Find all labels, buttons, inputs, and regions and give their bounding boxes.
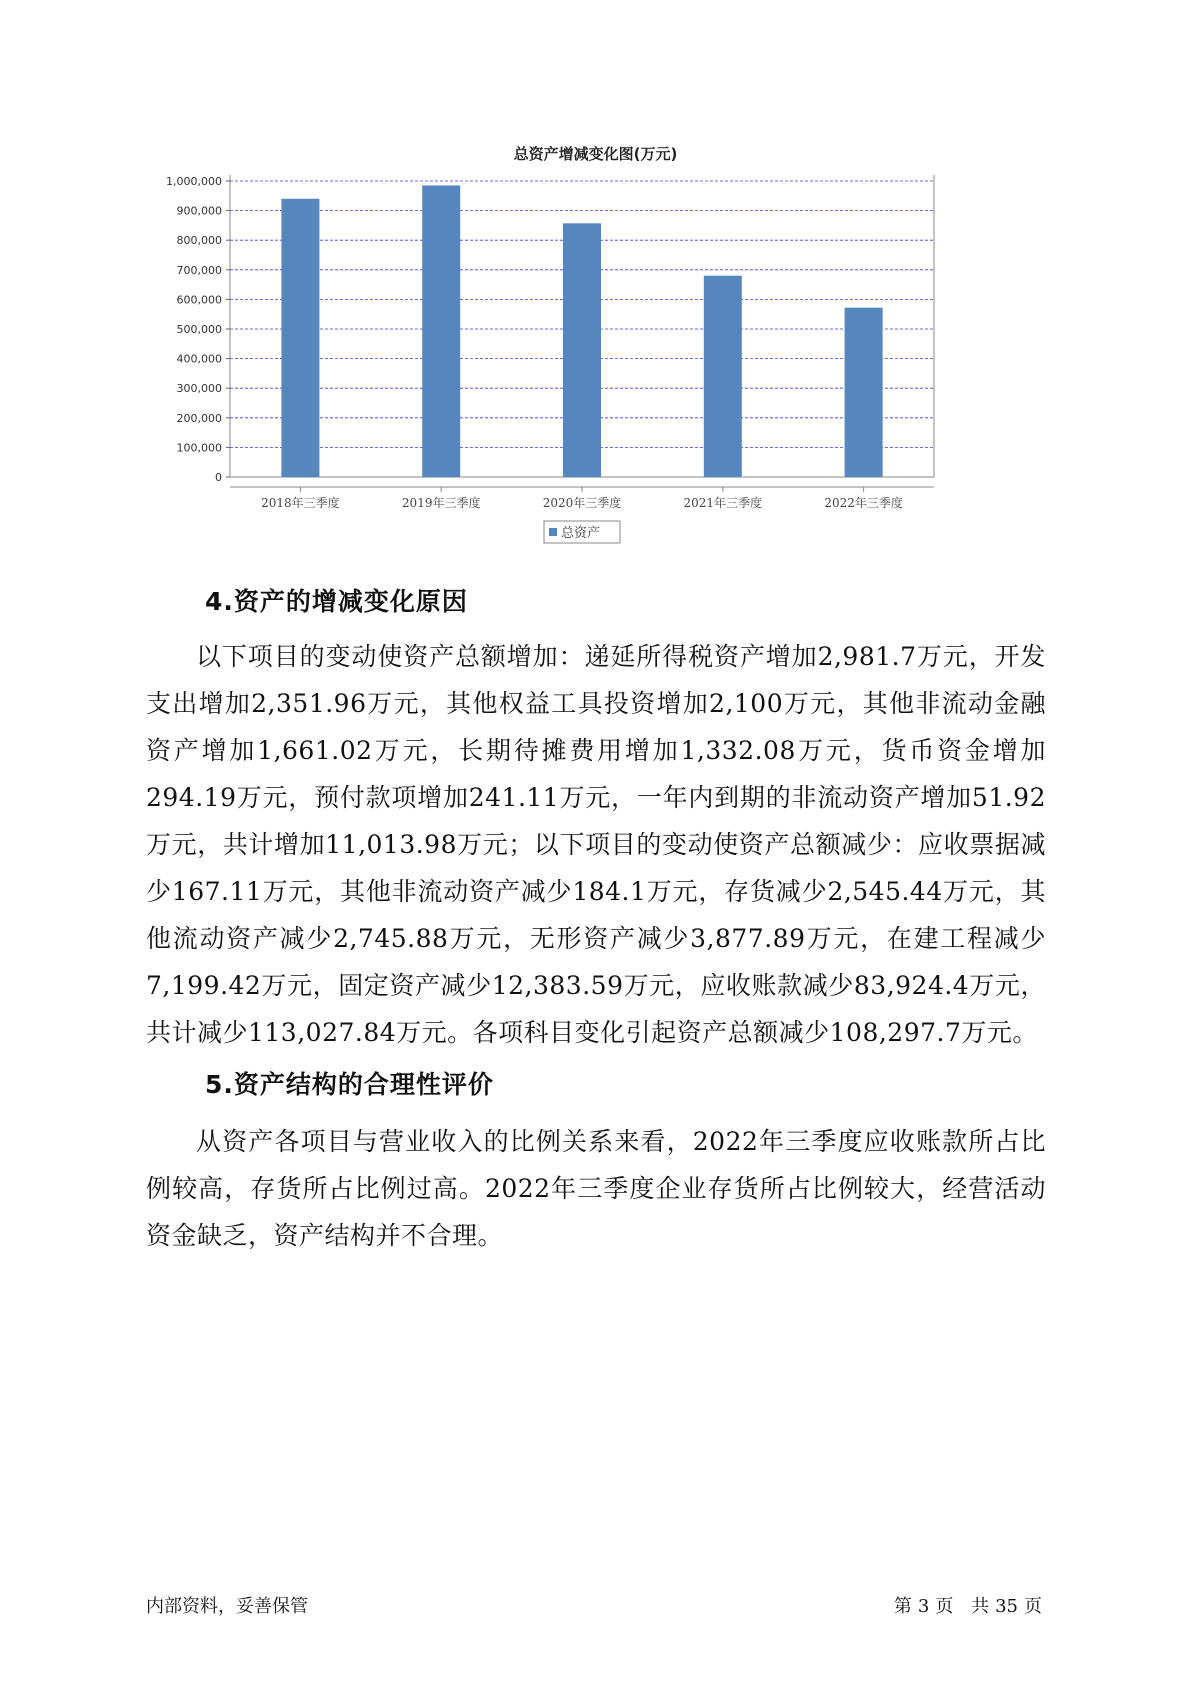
y-tick-label: 900,000 <box>176 204 222 218</box>
y-tick-label: 500,000 <box>176 323 222 336</box>
x-tick-label: 2018年三季度 <box>261 496 340 510</box>
bar-2020年三季度 <box>563 223 601 477</box>
section-heading-asset-structure-evaluation: 5.资产结构的合理性评价 <box>205 1070 494 1099</box>
chart-title: 总资产增减变化图(万元) <box>513 145 678 163</box>
bar-2022年三季度 <box>845 308 883 477</box>
footer-page-indicator <box>891 1592 1045 1618</box>
y-tick-label: 700,000 <box>176 263 222 277</box>
y-tick-label: 0 <box>215 471 222 484</box>
bar-2019年三季度 <box>422 185 460 477</box>
x-tick-label: 2020年三季度 <box>542 496 622 510</box>
bar-2021年三季度 <box>704 276 742 477</box>
page-unit: 页 <box>935 1596 954 1617</box>
bar-2018年三季度 <box>281 199 319 477</box>
y-tick-label: 400,000 <box>176 352 222 366</box>
y-tick-label: 100,000 <box>176 441 222 455</box>
paragraph-asset-change-reasons: 以下项目的变动使资产总额增加：递延所得税资产增加2,981.7万元，开发支出增加2,351.96万元，其他权益工具投资增加2,100万元，其他非流动金融资产增加1,661.02万元，长期待摊费用增加1,332.08万元，货币资金增加294.19万元，预付款项增加241.11万元，一年内到期的非流动资产增加51.92万元，共计增加11,013.98万元；以下项目的变动使资产总额减少：应收票据减少167.11万元，其他非流动资产减少184.1万元，存货减少2,545.44万元，其他流动资产减少2,745.88万元，无形资产减少3,877.89万元，在建工程减少7,199.42万元，固定资产减少12,383.59万元，应收账款减少83,924.4万元，共计减少113,027.84万元。各项科目变化引起资产总额减少108,297.7万元。 <box>146 642 1046 1047</box>
y-tick-label: 800,000 <box>176 234 222 248</box>
y-tick-label: 200,000 <box>176 411 222 425</box>
x-tick-label: 2021年三季度 <box>683 496 763 510</box>
footer-confidential-note: 内部资料，妥善保管 <box>146 1596 308 1617</box>
legend-label: 总资产 <box>561 526 601 541</box>
x-tick-label: 2019年三季度 <box>401 496 481 510</box>
total-pages: 35 <box>995 1596 1018 1617</box>
total-prefix: 共 <box>971 1596 990 1617</box>
total-unit: 页 <box>1024 1596 1042 1617</box>
total-assets-bar-chart <box>150 175 1030 550</box>
y-tick-label: 300,000 <box>176 382 222 396</box>
x-tick-label: 2022年三季度 <box>824 496 903 510</box>
page-number: 3 <box>917 1596 930 1617</box>
page-prefix: 第 <box>893 1596 912 1617</box>
y-tick-label: 1,000,000 <box>166 175 222 188</box>
section-heading-asset-change-reasons: 4.资产的增减变化原因 <box>205 587 468 616</box>
legend-swatch <box>549 528 557 536</box>
paragraph-asset-structure-evaluation: 从资产各项目与营业收入的比例关系来看，2022年三季度应收账款所占比例较高，存货所占比例过高。2022年三季度企业存货所占比例较大，经营活动资金缺乏，资产结构并不合理。 <box>146 1127 1046 1250</box>
y-tick-label: 600,000 <box>176 293 222 307</box>
